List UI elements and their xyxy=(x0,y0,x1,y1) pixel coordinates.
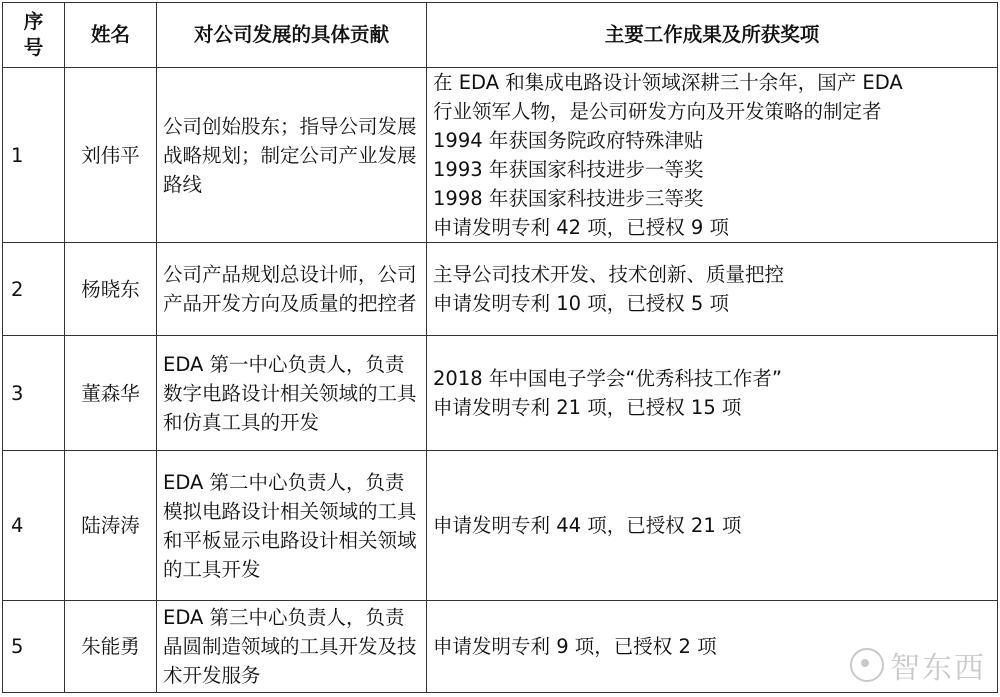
row-name: 刘伟平 xyxy=(65,68,157,243)
result-line: 2018 年中国电子学会“优秀科技工作者” xyxy=(433,367,783,390)
header-seq-line1: 序 xyxy=(23,10,44,33)
header-seq-line2: 号 xyxy=(23,36,44,59)
result-line: 1998 年获国家科技进步三等奖 xyxy=(433,187,704,210)
header-seq xyxy=(3,3,65,68)
achievements-table xyxy=(2,2,998,693)
row-results xyxy=(427,336,998,451)
header-contribution: 对公司发展的具体贡献 xyxy=(157,3,427,68)
row-contribution-text: EDA 第二中心负责人，负责模拟电路设计相关领域的工具和平板显示电路设计相关领域的工具开发 xyxy=(163,470,417,581)
table-row xyxy=(3,601,998,693)
row-contribution xyxy=(157,68,427,243)
result-line: 1994 年获国务院政府特殊津贴 xyxy=(433,129,704,152)
table-header-row xyxy=(3,3,998,68)
row-name: 朱能勇 xyxy=(65,601,157,693)
row-seq: 2 xyxy=(3,243,65,336)
row-results xyxy=(427,451,998,601)
row-results xyxy=(427,68,998,243)
row-contribution xyxy=(157,601,427,693)
row-contribution xyxy=(157,243,427,336)
row-results xyxy=(427,243,998,336)
result-line: 申请发明专利 21 项，已授权 15 项 xyxy=(433,396,742,419)
result-line: 申请发明专利 42 项，已授权 9 项 xyxy=(433,216,730,239)
row-name: 杨晓东 xyxy=(65,243,157,336)
row-seq: 4 xyxy=(3,451,65,601)
row-name: 陆涛涛 xyxy=(65,451,157,601)
row-seq: 5 xyxy=(3,601,65,693)
row-seq: 3 xyxy=(3,336,65,451)
table-row xyxy=(3,243,998,336)
result-line: 在 EDA 和集成电路设计领域深耕三十余年，国产 EDA xyxy=(433,71,903,94)
table-row xyxy=(3,336,998,451)
row-contribution-text: EDA 第一中心负责人，负责数字电路设计相关领域的工具和仿真工具的开发 xyxy=(163,352,417,434)
result-line: 1993 年获国家科技进步一等奖 xyxy=(433,158,704,181)
watermark xyxy=(850,643,986,687)
table-row xyxy=(3,451,998,601)
result-line: 行业领军人物，是公司研发方向及开发策略的制定者 xyxy=(433,100,882,123)
row-contribution xyxy=(157,451,427,601)
result-line: 主导公司技术开发、技术创新、质量把控 xyxy=(433,263,785,286)
row-contribution xyxy=(157,336,427,451)
header-name: 姓名 xyxy=(65,3,157,68)
row-contribution-text: 公司创始股东；指导公司发展战略规划；制定公司产业发展路线 xyxy=(163,114,417,196)
header-results: 主要工作成果及所获奖项 xyxy=(427,3,998,68)
row-seq: 1 xyxy=(3,68,65,243)
table-row xyxy=(3,68,998,243)
zhidx-logo-icon xyxy=(850,648,884,682)
result-line: 申请发明专利 9 项，已授权 2 项 xyxy=(433,635,717,658)
result-line: 申请发明专利 44 项，已授权 21 项 xyxy=(433,514,742,537)
row-contribution-text: EDA 第三中心负责人，负责晶圆制造领域的工具开发及技术开发服务 xyxy=(163,606,417,687)
result-line: 申请发明专利 10 项，已授权 5 项 xyxy=(433,292,730,315)
row-contribution-text: 公司产品规划总设计师，公司产品开发方向及质量的把控者 xyxy=(163,263,417,315)
row-name: 董森华 xyxy=(65,336,157,451)
watermark-text: 智东西 xyxy=(890,651,986,686)
